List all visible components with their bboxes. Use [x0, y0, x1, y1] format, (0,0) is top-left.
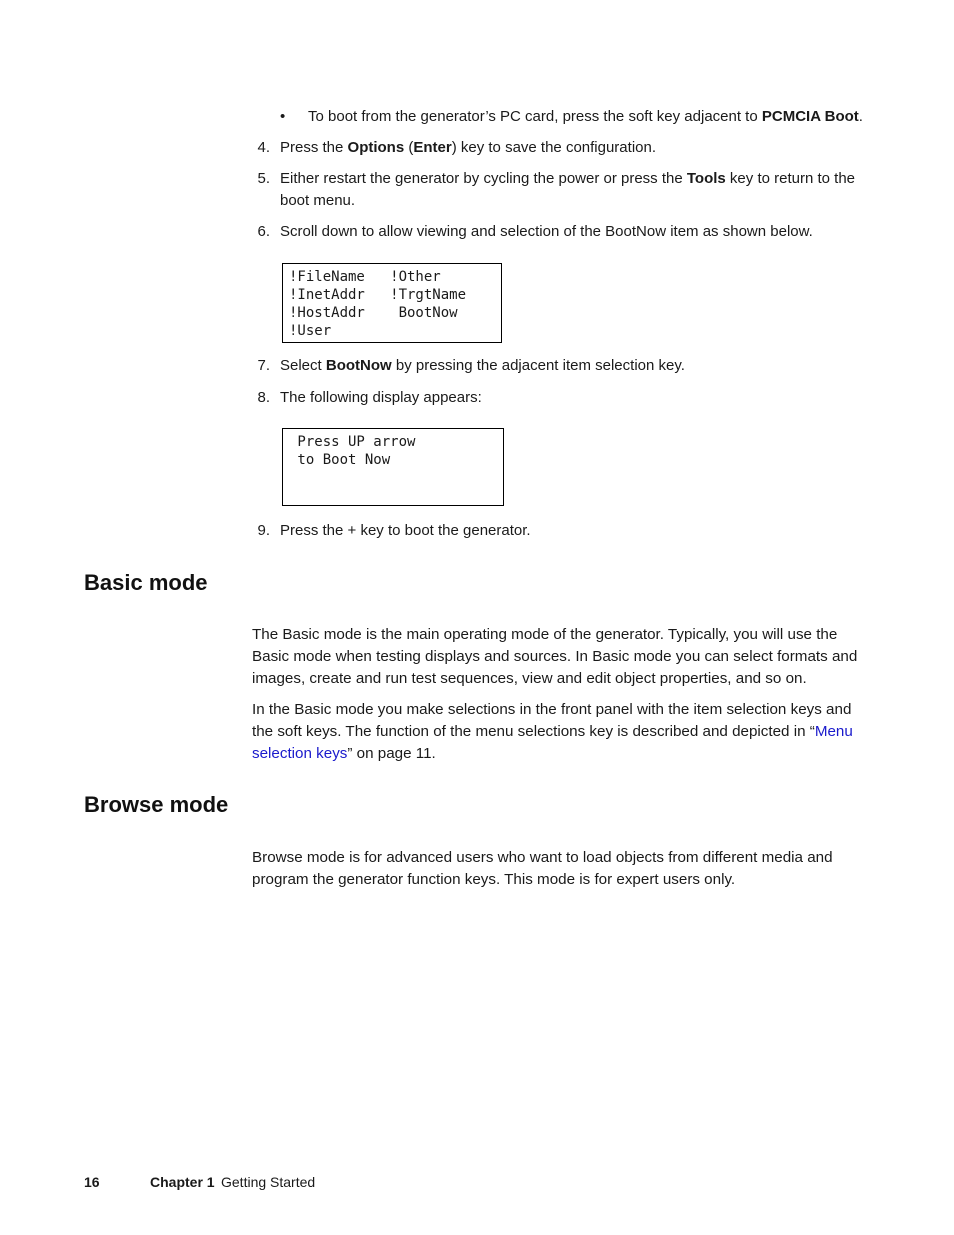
text: ” on page 11.	[347, 745, 436, 762]
footer-chapter-title: Getting Started	[221, 1174, 316, 1190]
para-line	[252, 743, 872, 765]
bold-bootnow: BootNow	[325, 357, 392, 374]
text: Either restart the generator by cycling the power or press the	[280, 170, 687, 187]
step-number: 7.	[257, 357, 270, 374]
para-line: Browse mode is for advanced users who want to load objects from different media and	[252, 849, 833, 866]
step-text: Press the + key to boot the generator.	[280, 522, 531, 539]
step-number: 8.	[257, 389, 270, 406]
text: by pressing the adjacent item selection key.	[391, 357, 685, 374]
basic-paragraph-1	[252, 624, 872, 690]
lcd-line: !HostAddr BootNow	[289, 305, 458, 321]
para-line: The Basic mode is the main operating mode of the generator. Typically, you will use the	[252, 626, 838, 643]
bold-options: Options	[347, 139, 405, 156]
section-heading-browse: Browse mode	[84, 792, 229, 817]
step-text	[280, 169, 855, 189]
para-line	[252, 721, 872, 743]
step-number: 4.	[257, 139, 270, 156]
step-text: Scroll down to allow viewing and selection of the BootNow item as shown below.	[280, 223, 813, 240]
bullet-prefix: To boot from the generator’s PC card, press the soft key adjacent to	[308, 108, 762, 125]
step-text	[280, 138, 656, 158]
lcd-line: !User	[289, 323, 332, 339]
step-number: 9.	[257, 522, 270, 539]
lcd-line: Press UP arrow	[289, 434, 416, 450]
bullet-item	[280, 107, 285, 127]
menu-selection-keys-link[interactable]: Menu	[814, 723, 853, 740]
step-text-line2: boot menu.	[280, 192, 356, 209]
bold-enter: Enter	[413, 139, 452, 156]
para-line: images, create and run test sequences, view and edit object properties, and so on.	[252, 670, 807, 687]
text: the soft keys. The function of the menu selections key is described and depicted in “	[252, 723, 815, 740]
text: Press the	[280, 139, 348, 156]
step-text	[280, 356, 685, 376]
text: Select	[280, 357, 326, 374]
bullet-text	[308, 107, 863, 127]
footer-chapter: Chapter 1	[150, 1174, 215, 1190]
lcd-line: !InetAddr !TrgtName	[289, 287, 467, 303]
para-line: In the Basic mode you make selections in the front panel with the item selection keys and	[252, 701, 852, 718]
step-number: 6.	[257, 223, 270, 240]
bullet-suffix: .	[858, 108, 863, 125]
menu-selection-keys-link-cont[interactable]: selection keys	[252, 745, 348, 762]
step-number: 5.	[257, 170, 270, 187]
lcd-line: to Boot Now	[289, 452, 391, 468]
text: ) key to save the configuration.	[451, 139, 656, 156]
bullet-bold: PCMCIA Boot	[761, 108, 859, 125]
step-text: The following display appears:	[280, 389, 482, 406]
lcd-display-menu	[282, 263, 502, 343]
text: key to return to the	[725, 170, 856, 187]
browse-paragraph	[252, 847, 872, 891]
text: (	[404, 139, 414, 156]
lcd-line: !FileName !Other	[289, 269, 441, 285]
para-line: Basic mode when testing displays and sources. In Basic mode you can select formats and	[252, 648, 858, 665]
lcd-display-boot	[282, 428, 504, 506]
page-number: 16	[84, 1174, 100, 1190]
para-line: program the generator function keys. This mode is for expert users only.	[252, 871, 736, 888]
basic-paragraph-2	[252, 699, 872, 765]
section-heading-basic: Basic mode	[84, 570, 208, 595]
bold-tools: Tools	[686, 170, 726, 187]
bullet-symbol: •	[280, 108, 286, 125]
